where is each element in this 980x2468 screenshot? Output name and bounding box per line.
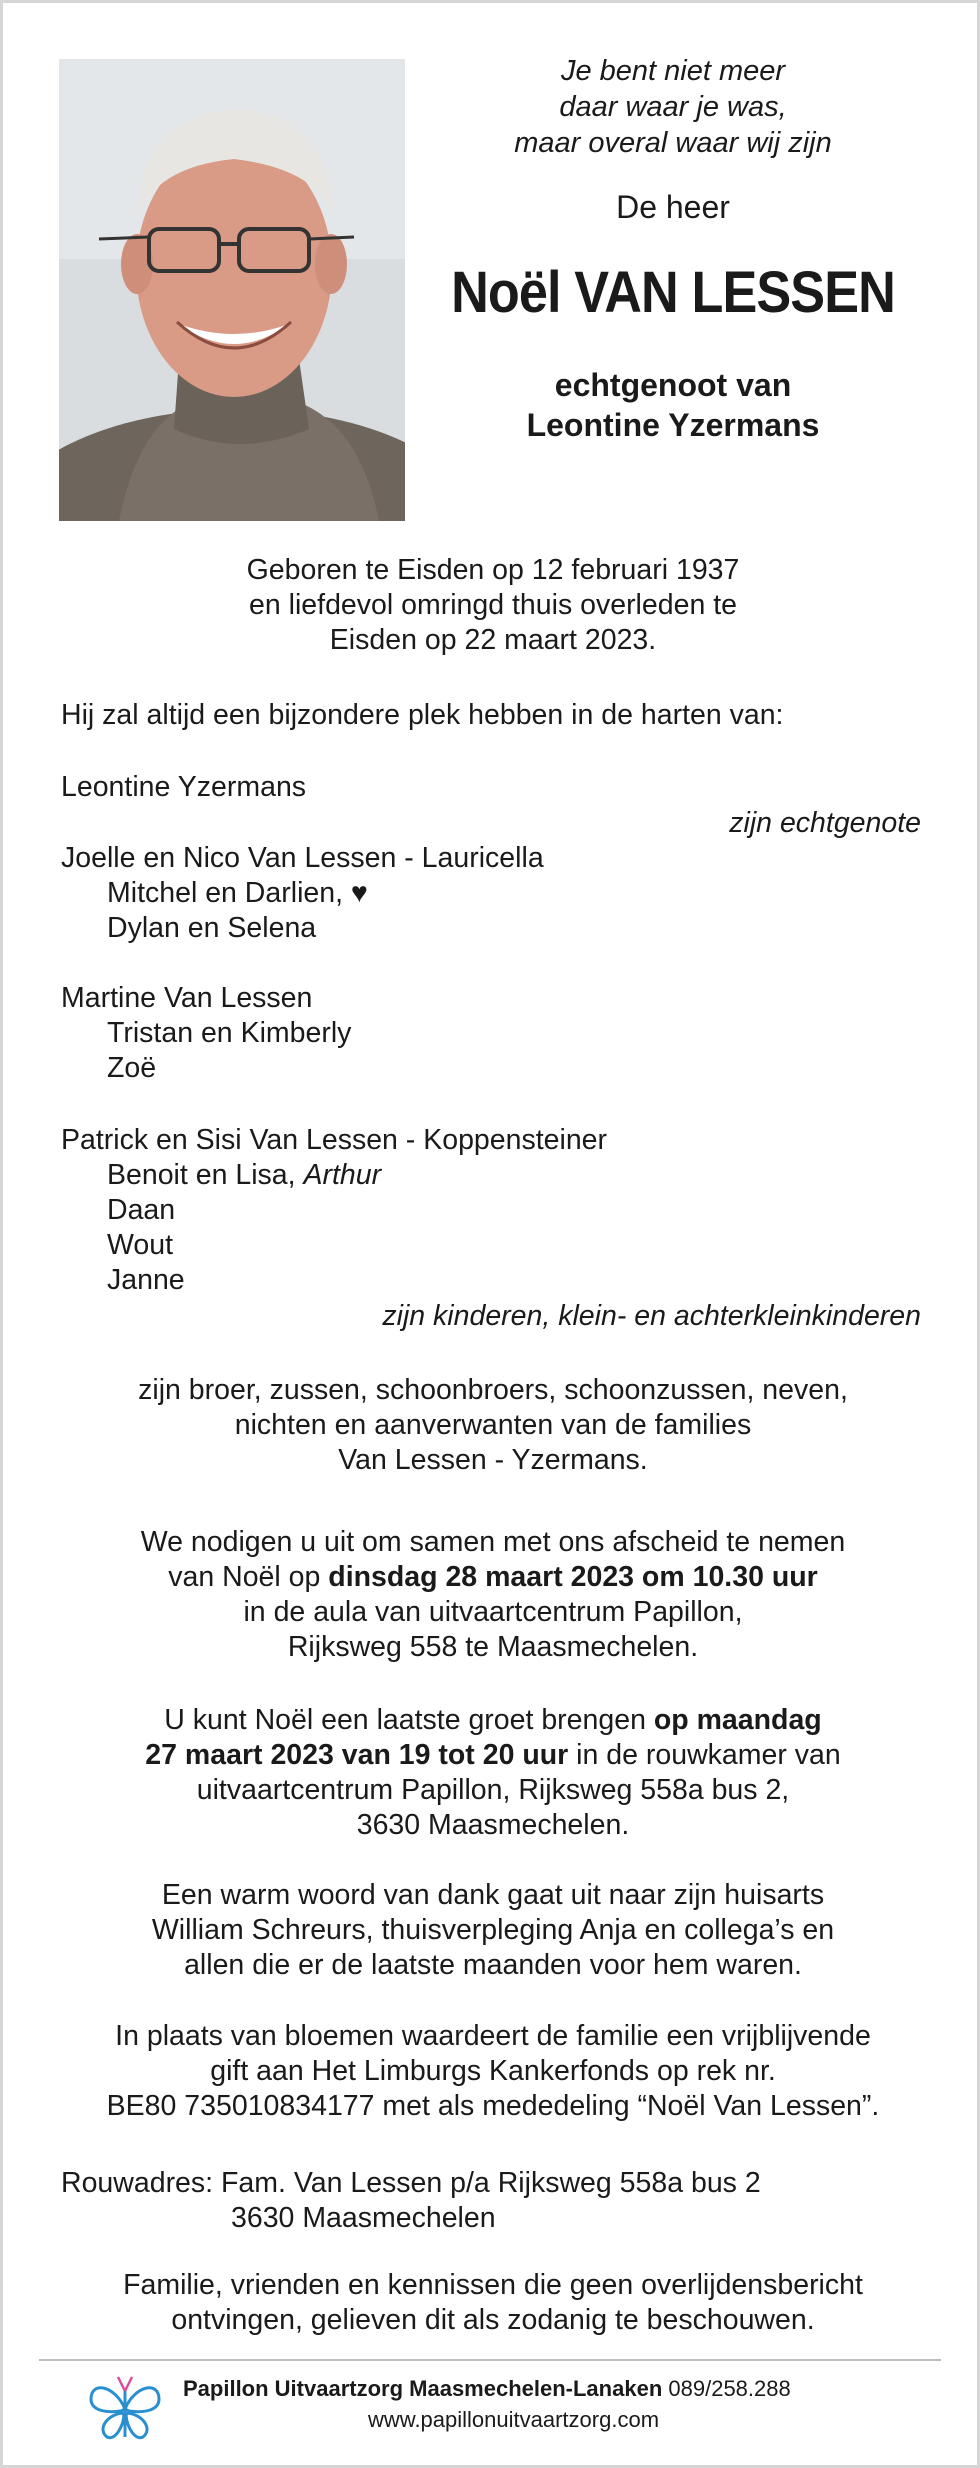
poem-line: daar waar je was, <box>559 91 787 123</box>
family-member: Daan <box>107 1194 176 1226</box>
portrait-illustration <box>59 59 405 521</box>
visit-line <box>43 1738 943 1773</box>
poem-line: Je bent niet meer <box>560 55 786 87</box>
family-group-head: Martine Van Lessen <box>61 982 313 1014</box>
relatives-line: nichten en aanverwanten van de families <box>234 1409 752 1441</box>
relatives <box>43 1373 943 1478</box>
thanks-line: allen die er de laatste maanden voor hem waren. <box>184 1949 802 1981</box>
visit-text: U kunt Noël een laatste groet brengen <box>164 1704 654 1736</box>
intro-text: Hij zal altijd een bijzondere plek hebben in de harten van: <box>61 699 784 731</box>
spouse-line: Leontine Yzermans <box>526 407 820 443</box>
portrait-photo <box>59 59 405 521</box>
thanks-line: William Schreurs, thuisverpleging Anja en collega’s en <box>151 1914 835 1946</box>
mourning-address: Rouwadres: Fam. Van Lessen p/a Rijksweg 558a bus 2 <box>61 2167 761 2199</box>
family-member: Wout <box>107 1229 174 1261</box>
thanks-line: Een warm woord van dank gaat uit naar zijn huisarts <box>161 1879 825 1911</box>
poem <box>423 53 923 161</box>
mourning-address-city: 3630 Maasmechelen <box>231 2202 496 2234</box>
farewell-line: We nodigen u uit om samen met ons afscheid te nemen <box>140 1526 846 1558</box>
farewell-line: in de aula van uitvaartcentrum Papillon, <box>243 1596 743 1628</box>
spouse-line: echtgenoot van <box>554 367 792 403</box>
visit-info <box>43 1703 943 1843</box>
notice-line: ontvingen, gelieven dit als zodanig te beschouwen. <box>171 2304 815 2336</box>
visit-line: uitvaartcentrum Papillon, Rijksweg 558a bus 2, <box>196 1774 790 1806</box>
notice <box>43 2268 943 2338</box>
farewell-info <box>43 1525 943 1665</box>
family-member: Janne <box>107 1264 185 1296</box>
farewell-text: van Noël op <box>168 1561 329 1593</box>
wife-name: Leontine Yzermans <box>61 771 307 803</box>
donation-line: In plaats van bloemen waardeert de familie een vrijblijvende <box>115 2020 871 2052</box>
donation <box>43 2019 943 2124</box>
thanks <box>43 1878 943 1983</box>
donation-line: gift aan Het Limburgs Kankerfonds op rek nr. <box>210 2055 776 2087</box>
family-member-name: Benoit en Lisa, <box>107 1159 304 1191</box>
family-group-head: Patrick en Sisi Van Lessen - Koppensteiner <box>61 1124 608 1156</box>
salutation: De heer <box>616 189 730 225</box>
relatives-line: Van Lessen - Yzermans. <box>338 1444 648 1476</box>
family-member <box>107 1158 381 1193</box>
deceased-name: Noël VAN LESSEN <box>451 260 895 325</box>
visit-line: 3630 Maasmechelen. <box>356 1809 630 1841</box>
spouse-info <box>423 365 923 445</box>
visit-line <box>43 1703 943 1738</box>
farewell-date: dinsdag 28 maart 2023 om 10.30 uur <box>328 1561 818 1593</box>
visit-text: in de rouwkamer van <box>568 1739 841 1771</box>
farewell-line <box>43 1560 943 1595</box>
family-member: Tristan en Kimberly <box>107 1017 352 1049</box>
visit-time: 27 maart 2023 van 19 tot 20 uur <box>145 1739 569 1771</box>
children-role: zijn kinderen, klein- en achterkleinkinderen <box>382 1300 921 1332</box>
birth-death-info <box>43 553 943 658</box>
funeral-home-name: Papillon Uitvaartzorg Maasmechelen-Lanaken <box>183 2376 663 2401</box>
family-member: Mitchel en Darlien, ♥ <box>107 877 368 909</box>
relatives-line: zijn broer, zussen, schoonbroers, schoonzussen, neven, <box>138 1374 848 1406</box>
poem-line: maar overal waar wij zijn <box>514 127 832 159</box>
farewell-line: Rijksweg 558 te Maasmechelen. <box>287 1631 699 1663</box>
visit-date: op maandag <box>653 1704 822 1736</box>
butterfly-logo-icon <box>85 2371 165 2445</box>
family-member: Dylan en Selena <box>107 912 317 944</box>
family-member: Zoë <box>107 1052 157 1084</box>
funeral-home-phone[interactable]: 089/258.288 <box>668 2376 791 2401</box>
family-member-italic: Arthur <box>303 1159 382 1191</box>
funeral-home <box>183 2376 791 2402</box>
funeral-home-website[interactable]: www.papillonuitvaartzorg.com <box>368 2407 660 2432</box>
notice-line: Familie, vrienden en kennissen die geen overlijdensbericht <box>123 2269 863 2301</box>
birth-line: Geboren te Eisden op 12 februari 1937 <box>246 554 740 586</box>
family-group-head: Joelle en Nico Van Lessen - Lauricella <box>61 842 544 874</box>
footer-divider <box>39 2359 941 2361</box>
birth-line: en liefdevol omringd thuis overleden te <box>249 589 737 621</box>
birth-line: Eisden op 22 maart 2023. <box>329 624 657 656</box>
donation-line: BE80 735010834177 met als mededeling “Noël Van Lessen”. <box>106 2090 880 2122</box>
wife-role: zijn echtgenote <box>729 807 921 839</box>
